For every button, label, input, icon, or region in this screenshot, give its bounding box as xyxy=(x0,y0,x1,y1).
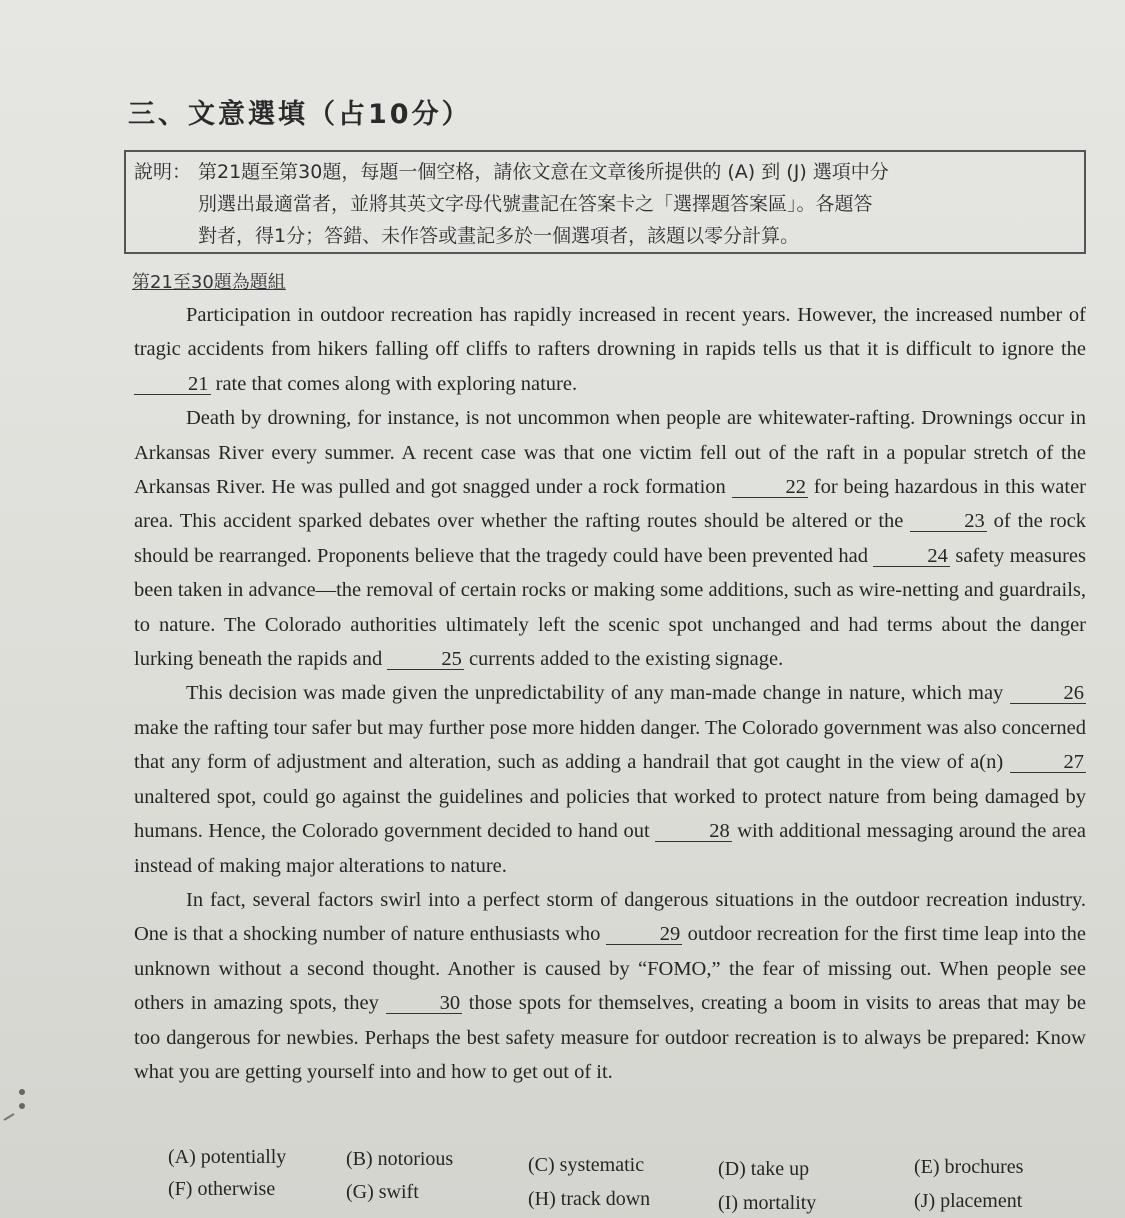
passage-text: This decision was made given the unpredictability of any man-made change in nature, which may xyxy=(186,682,1010,705)
blank-29: 29 xyxy=(606,924,683,945)
option-d: (D) take up xyxy=(718,1158,810,1180)
blank-28: 28 xyxy=(655,821,732,842)
passage-text: make the rafting tour safer but may further pose more hidden danger. The Colorado government was also concerned that any form of adjustment and alteration, such as adding a handrail that got caught in the view of a(n) xyxy=(134,716,1086,774)
passage-text: for being hazardous in this water area. This accident sparked debates over whether the rafting routes should be altered or the xyxy=(134,476,1087,533)
passage-text: In fact, several factors swirl into a perfect storm of dangerous situations in the outdoor recreation industry. One is that a shocking number of nature enthusiasts who xyxy=(134,888,1086,946)
paragraph-1 xyxy=(134,298,1086,401)
option-a: (A) potentially xyxy=(168,1146,287,1168)
paragraph-3 xyxy=(134,676,1086,882)
group-label: 第21至30題為題組 xyxy=(132,272,286,293)
blank-30: 30 xyxy=(386,993,463,1014)
passage xyxy=(134,298,1086,1089)
option-j: (J) placement xyxy=(914,1190,1023,1212)
blank-23: 23 xyxy=(910,511,987,532)
option-c: (C) systematic xyxy=(528,1154,645,1176)
passage-text: outdoor recreation for the first time leap into the unknown without a second thought. Another is caused by “FOMO,” the fear of missing out. When people see others in amazing spots, they xyxy=(134,923,1086,1015)
blank-22: 22 xyxy=(732,477,809,498)
option-i: (I) mortality xyxy=(718,1192,817,1214)
blank-24: 24 xyxy=(873,546,950,567)
passage-text: Participation in outdoor recreation has rapidly increased in recent years. However, the increased number of tragic accidents from hikers falling off cliffs to rafters drowning in rapids tells us that it is difficult to ignore the xyxy=(134,304,1086,361)
option-f: (F) otherwise xyxy=(168,1178,276,1200)
passage-text: rate that comes along with exploring nature. xyxy=(210,372,578,395)
section-title: 三、文意選填（占10分） xyxy=(128,99,472,130)
instructions-line-2: 別選出最適當者，並將其英文字母代號畫記在答案卡之「選擇題答案區」。各題答 xyxy=(198,193,873,215)
margin-mark-icon xyxy=(0,1080,30,1130)
passage-text: currents added to the existing signage. xyxy=(463,648,784,671)
option-e: (E) brochures xyxy=(914,1156,1024,1178)
blank-25: 25 xyxy=(387,649,464,670)
option-h: (H) track down xyxy=(528,1188,651,1210)
option-b: (B) notorious xyxy=(346,1148,454,1170)
passage-text: those spots for themselves, creating a boom in visits to areas that may be too dangerous for newbies. Perhaps the best safety measure for outdoor recreation is to always be prepared: Know what you are getting yourself into and how to get out of it. xyxy=(134,992,1086,1083)
blank-27: 27 xyxy=(1010,752,1087,773)
blank-21: 21 xyxy=(134,374,211,395)
instructions-line-3: 對者，得1分；答錯、未作答或畫記多於一個選項者，該題以零分計算。 xyxy=(198,225,800,247)
passage-text: unaltered spot, could go against the guidelines and policies that worked to protect nature from being damaged by humans. Hence, the Colorado government decided to hand out xyxy=(134,785,1086,843)
paragraph-2 xyxy=(134,401,1086,676)
option-g: (G) swift xyxy=(346,1181,419,1203)
passage-text: Death by drowning, for instance, is not uncommon when people are whitewater-rafting. Drownings occur in Arkansas River every summer. A recent case was that one victim fell out of the raft in a popular stretch of the Arkansas River. He was pulled and got snagged under a rock formation xyxy=(134,407,1086,499)
passage-text: with additional messaging around the area instead of making major alterations to nature. xyxy=(134,820,1086,877)
instructions-box xyxy=(124,150,1086,254)
passage-text: of the rock should be rearranged. Proponents believe that the tragedy could have been prevented had xyxy=(134,510,1087,567)
instructions-label: 說明： xyxy=(134,161,192,183)
passage-text: safety measures been taken in advance—the removal of certain rocks or making some additions, such as wire-netting and guardrails, to nature. The Colorado authorities ultimately left the scenic spot unchanged and had terms about the danger lurking beneath the rapids and xyxy=(134,544,1086,671)
blank-26: 26 xyxy=(1010,683,1087,704)
paragraph-4 xyxy=(134,883,1086,1089)
instructions-line-1: 第21題至第30題，每題一個空格，請依文意在文章後所提供的 (A) 到 (J) 選項中分 xyxy=(198,161,889,183)
